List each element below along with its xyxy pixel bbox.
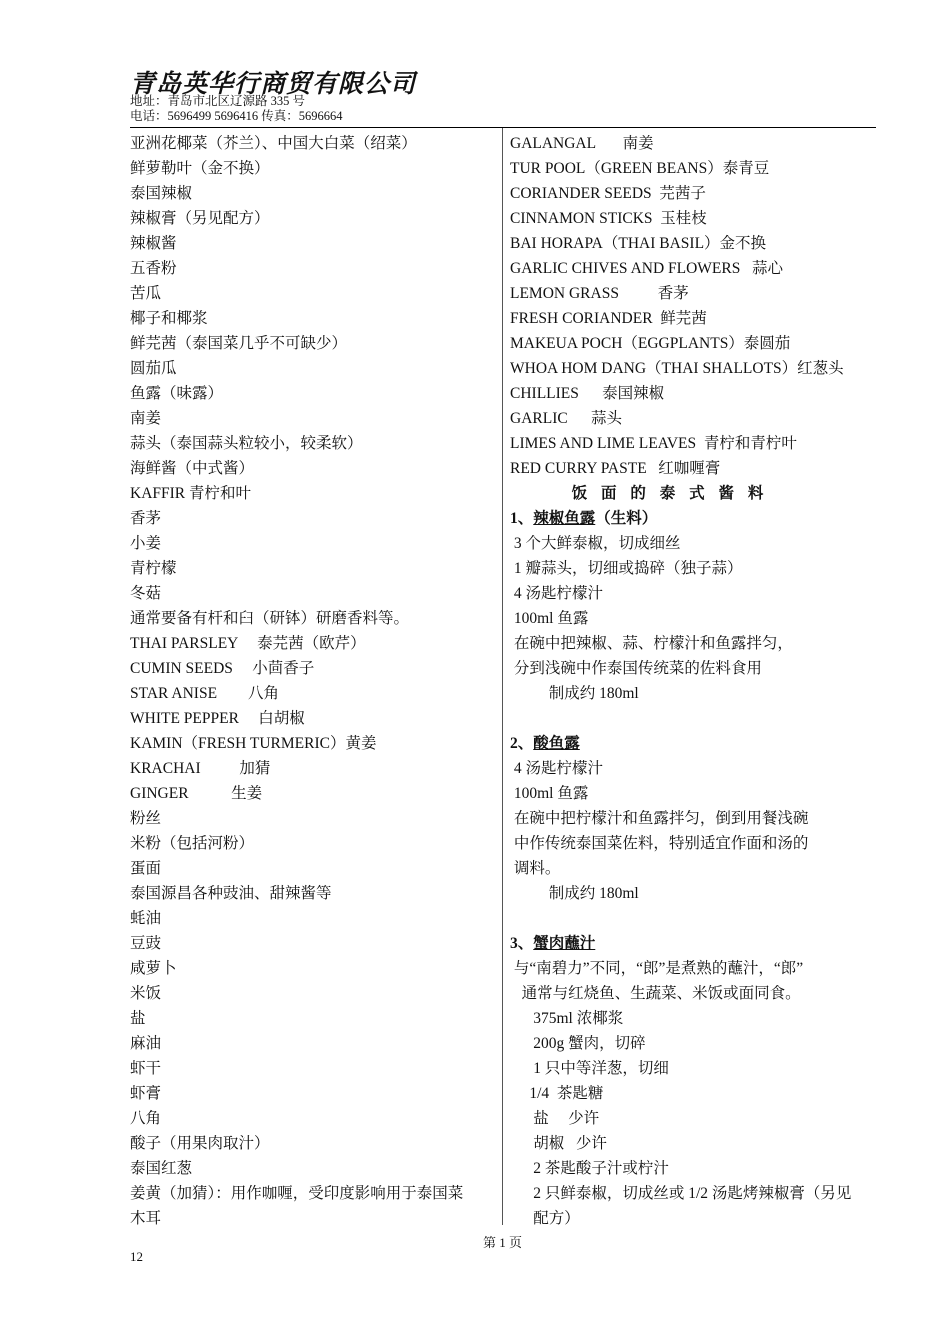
ingredient-item: LEMON GRASS 香茅 bbox=[510, 285, 689, 302]
recipe-line: 盐 少许 bbox=[510, 1110, 600, 1127]
list-item: 冬菇 bbox=[130, 585, 162, 602]
list-item: 辣椒酱 bbox=[130, 235, 177, 252]
ingredient-item: RED CURRY PASTE 红咖喱膏 bbox=[510, 460, 721, 477]
list-item: 八角 bbox=[130, 1110, 162, 1127]
list-item: 咸萝卜 bbox=[130, 960, 177, 977]
recipe-line: 制成约 180ml bbox=[510, 685, 639, 702]
list-item: 苦瓜 bbox=[130, 285, 162, 302]
recipe-line: 分到浅碗中作泰国传统菜的佐料食用 bbox=[510, 660, 762, 677]
list-item: 蒜头（泰国蒜头粒较小，较柔软） bbox=[130, 435, 363, 452]
list-item: GINGER 生姜 bbox=[130, 785, 263, 802]
recipe-title-text: 酸鱼露 bbox=[533, 735, 580, 752]
list-item: 鲜芫茜（泰国菜几乎不可缺少） bbox=[130, 335, 348, 352]
left-column bbox=[130, 131, 500, 1231]
list-item: 鲜萝勒叶（金不换） bbox=[130, 160, 270, 177]
list-item: WHITE PEPPER 白胡椒 bbox=[130, 710, 305, 727]
ingredient-item: FRESH CORIANDER 鲜芫茜 bbox=[510, 310, 707, 327]
recipe-line: 3 个大鲜泰椒，切成细丝 bbox=[510, 535, 681, 552]
recipe-line: 在碗中把辣椒、蒜、柠檬汁和鱼露拌匀， bbox=[510, 635, 793, 652]
ingredient-item: MAKEUA POCH（EGGPLANTS）泰圆茄 bbox=[510, 335, 791, 352]
list-item: 五香粉 bbox=[130, 260, 177, 277]
list-item: 南姜 bbox=[130, 410, 162, 427]
recipe-number: 3、 bbox=[510, 935, 534, 952]
list-item: STAR ANISE 八角 bbox=[130, 685, 280, 702]
recipe-line: 1/4 茶匙糖 bbox=[510, 1085, 604, 1102]
list-item: THAI PARSLEY 泰芫茜（欧芹） bbox=[130, 635, 366, 652]
list-item: 海鲜酱（中式酱） bbox=[130, 460, 255, 477]
recipe-line: 1 只中等洋葱，切细 bbox=[510, 1060, 669, 1077]
list-item: 麻油 bbox=[130, 1035, 162, 1052]
blank-line bbox=[510, 906, 880, 931]
header-divider bbox=[130, 127, 876, 128]
list-item: 辣椒膏（另见配方） bbox=[130, 210, 270, 227]
recipe-line: 375ml 浓椰浆 bbox=[510, 1010, 624, 1027]
column-divider bbox=[502, 128, 503, 1225]
recipe-line: 100ml 鱼露 bbox=[510, 610, 589, 627]
recipe-number: 2、 bbox=[510, 735, 534, 752]
list-item: CUMIN SEEDS 小茴香子 bbox=[130, 660, 315, 677]
recipe-line: 1 瓣蒜头，切细或捣碎（独子蒜） bbox=[510, 560, 743, 577]
recipe-line: 通常与红烧鱼、生蔬菜、米饭或面同食。 bbox=[510, 985, 801, 1002]
recipe-line: 与“南碧力”不同，“郎”是煮熟的蘸汁，“郎” bbox=[510, 960, 804, 977]
ingredient-item: GALANGAL 南姜 bbox=[510, 135, 654, 152]
recipe-title bbox=[510, 931, 880, 956]
recipe-title-text: 辣椒鱼露 bbox=[533, 510, 596, 527]
ingredient-item: CINNAMON STICKS 玉桂枝 bbox=[510, 210, 707, 227]
list-item: 亚洲花椰菜（芥兰）、中国大白菜（绍菜） bbox=[130, 135, 417, 152]
recipe-line: 4 汤匙柠檬汁 bbox=[510, 585, 604, 602]
recipe-number: 1、 bbox=[510, 510, 534, 527]
recipe-line: 2 只鲜泰椒，切成丝或 1/2 汤匙烤辣椒膏（另见 bbox=[510, 1185, 852, 1202]
recipe-line: 配方） bbox=[510, 1210, 580, 1227]
list-item: 虾干 bbox=[130, 1060, 162, 1077]
ingredient-item: GARLIC CHIVES AND FLOWERS 蒜心 bbox=[510, 260, 783, 277]
list-item: 香茅 bbox=[130, 510, 162, 527]
company-title: 青岛英华行商贸有限公司 bbox=[130, 71, 417, 98]
recipe-title-suffix: （生料） bbox=[595, 510, 658, 527]
footer-number: 12 bbox=[130, 1249, 143, 1264]
list-item: 蛋面 bbox=[130, 860, 162, 877]
list-item: 米粉（包括河粉） bbox=[130, 835, 255, 852]
list-item: 酸子（用果肉取汁） bbox=[130, 1135, 270, 1152]
list-item: KRACHAI 加猜 bbox=[130, 760, 271, 777]
list-item: 圆茄瓜 bbox=[130, 360, 177, 377]
company-phone-fax: 电话：5696499 5696416 传真：5696664 bbox=[130, 109, 343, 123]
list-item: 盐 bbox=[130, 1010, 146, 1027]
right-column bbox=[510, 131, 880, 1231]
recipe-line: 2 茶匙酸子汁或柠汁 bbox=[510, 1160, 669, 1177]
ingredient-item: LIMES AND LIME LEAVES 青柠和青柠叶 bbox=[510, 435, 797, 452]
recipe-line: 调料。 bbox=[510, 860, 561, 877]
recipe-line: 4 汤匙柠檬汁 bbox=[510, 760, 604, 777]
list-item: 木耳 bbox=[130, 1210, 162, 1227]
ingredient-item: WHOA HOM DANG（THAI SHALLOTS）红葱头 bbox=[510, 360, 844, 377]
ingredient-item: CORIANDER SEEDS 芫茜子 bbox=[510, 185, 706, 202]
recipe-line: 在碗中把柠檬汁和鱼露拌匀，倒到用餐浅碗 bbox=[510, 810, 809, 827]
recipe-line: 100ml 鱼露 bbox=[510, 785, 589, 802]
page-number-label: 第 1 页 bbox=[482, 1235, 522, 1250]
list-item: 小姜 bbox=[130, 535, 162, 552]
list-item: KAFFIR 青柠和叶 bbox=[130, 485, 252, 502]
list-item: 虾膏 bbox=[130, 1085, 162, 1102]
list-item: 椰子和椰浆 bbox=[130, 310, 208, 327]
list-item: 豆豉 bbox=[130, 935, 162, 952]
list-item: 青柠檬 bbox=[130, 560, 177, 577]
list-item: 米饭 bbox=[130, 985, 162, 1002]
section-subheading: 饭 面 的 泰 式 酱 料 bbox=[571, 485, 769, 502]
blank-line bbox=[510, 706, 880, 731]
list-item: 鱼露（味露） bbox=[130, 385, 224, 402]
list-item: 姜黄（加猜）：用作咖喱，受印度影响用于泰国菜 bbox=[130, 1185, 464, 1202]
list-item: 泰国红葱 bbox=[130, 1160, 193, 1177]
recipe-line: 中作传统泰国菜佐料，特别适宜作面和汤的 bbox=[510, 835, 809, 852]
recipe-line: 制成约 180ml bbox=[510, 885, 639, 902]
list-item: 蚝油 bbox=[130, 910, 162, 927]
company-address: 地址：青岛市北区辽源路 335 号 bbox=[130, 94, 306, 108]
recipe-line: 200g 蟹肉，切碎 bbox=[510, 1035, 646, 1052]
list-item: 泰国源昌各种豉油、甜辣酱等 bbox=[130, 885, 332, 902]
list-item: 泰国辣椒 bbox=[130, 185, 193, 202]
recipe-title bbox=[510, 731, 880, 756]
list-item: 粉丝 bbox=[130, 810, 162, 827]
ingredient-item: CHILLIES 泰国辣椒 bbox=[510, 385, 665, 402]
list-item: 通常要备有杆和臼（研钵）研磨香料等。 bbox=[130, 610, 410, 627]
ingredient-item: TUR POOL（GREEN BEANS）泰青豆 bbox=[510, 160, 770, 177]
recipe-title-text: 蟹肉蘸汁 bbox=[533, 935, 596, 952]
recipe-line: 胡椒 少许 bbox=[510, 1135, 607, 1152]
ingredient-item: BAI HORAPA（THAI BASIL）金不换 bbox=[510, 235, 767, 252]
list-item: KAMIN（FRESH TURMERIC）黄姜 bbox=[130, 735, 377, 752]
recipe-title bbox=[510, 506, 880, 531]
ingredient-item: GARLIC 蒜头 bbox=[510, 410, 622, 427]
